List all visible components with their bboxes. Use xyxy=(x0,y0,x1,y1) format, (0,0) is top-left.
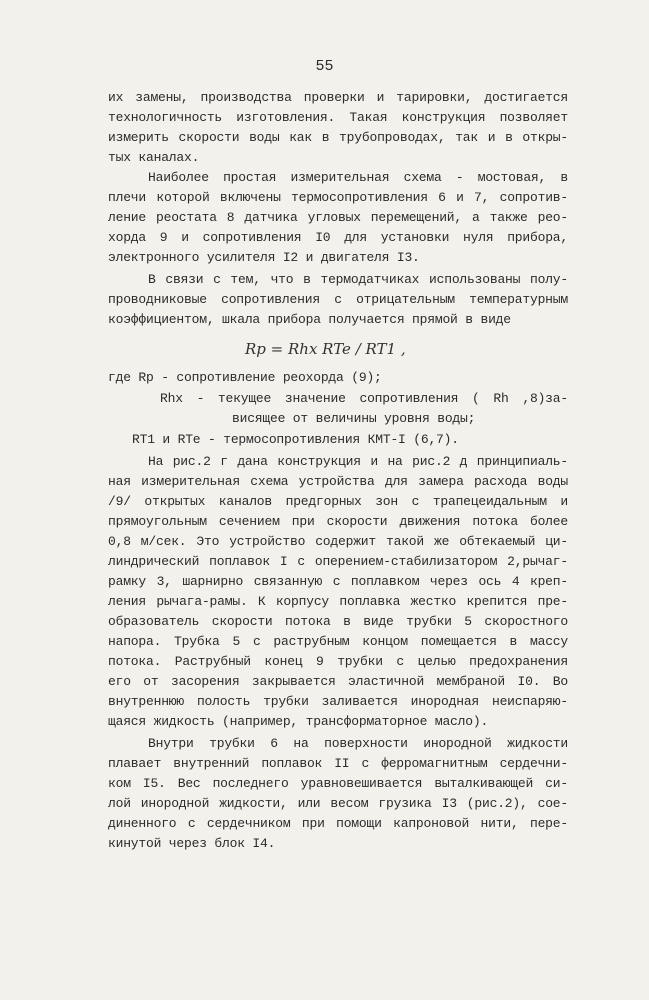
text-line: образователь скорости потока в виде трубки 5 скоростного xyxy=(108,614,568,629)
text-line: /9/ открытых каналов предгорных зон с трапецеидальным и xyxy=(108,494,568,509)
text-line: ком I5. Вес последнего уравновешивается выталкивающей си- xyxy=(108,776,568,791)
text-line: 0,8 м/сек. Это устройство содержит такой же обтекаемый ци- xyxy=(108,534,568,549)
text-line: хорда 9 и сопротивления I0 для установки нуля прибора, xyxy=(108,230,568,245)
text-line: технологичность изготовления. Такая конструкция позволяет xyxy=(108,110,568,125)
text-line: тых каналах. xyxy=(108,150,200,165)
text-line: плавает внутренний поплавок II с ферромагнитным сердечни- xyxy=(108,756,568,771)
text-line: электронного усилителя I2 и двигателя I3. xyxy=(108,250,420,265)
text-line: ная измерительная схема устройства для замера расхода воды xyxy=(108,474,568,489)
text-line: В связи с тем, что в термодатчиках использованы полу- xyxy=(148,272,568,287)
text-line: их замены, производства проверки и тарировки, достигается xyxy=(108,90,568,105)
text-line: плечи которой включены термосопротивления 6 и 7, сопротив- xyxy=(108,190,568,205)
text-line: прямоугольным сечением при скорости движения потока более xyxy=(108,514,568,529)
text-line: проводниковые сопротивления с отрицательным температурным xyxy=(108,292,568,307)
text-line: ление реостата 8 датчика угловых перемещений, а также рео- xyxy=(108,210,568,225)
text-line: его от засорения закрывается эластичной мембраной I0. Во xyxy=(108,674,568,689)
text-line: висящее от величины уровня воды; xyxy=(232,411,476,426)
text-line: RT1 и RTe - термосопротивления КМТ-I (6,7). xyxy=(132,432,459,447)
page-number: 55 xyxy=(315,58,334,75)
text-line: На рис.2 г дана конструкция и на рис.2 д принципиаль- xyxy=(148,454,568,469)
text-line: рамку 3, шарнирно связанную с поплавком через ось 4 креп- xyxy=(108,574,568,589)
text-line: щаяся жидкость (например, трансформаторное масло). xyxy=(108,714,489,729)
text-line: ления рычага-рамы. К корпусу поплавка жестко крепится пре- xyxy=(108,594,568,609)
text-line: Наиболее простая измерительная схема - мостовая, в xyxy=(148,170,568,185)
text-line: где Rp - сопротивление реохорда (9); xyxy=(108,370,382,385)
text-line: внутреннюю полость трубки заливается инородная неиспаряю- xyxy=(108,694,568,709)
text-line: Внутри трубки 6 на поверхности инородной жидкости xyxy=(148,736,568,751)
text-line: коэффициентом, шкала прибора получается прямой в виде xyxy=(108,312,511,327)
text-line: измерить скорости воды как в трубопроводах, так и в откры- xyxy=(108,130,568,145)
text-line: кинутой через блок I4. xyxy=(108,836,276,851)
text-line: диненного с сердечником при помощи капроновой нити, пере- xyxy=(108,816,568,831)
text-line: напора. Трубка 5 с раструбным концом помещается в массу xyxy=(108,634,568,649)
formula: Rp = Rhx RTe / RT1 , xyxy=(245,340,406,358)
text-line: лой инородной жидкости, или весом грузика I3 (рис.2), сое- xyxy=(108,796,568,811)
text-line: потока. Раструбный конец 9 трубки с целью предохранения xyxy=(108,654,568,669)
text-line: линдрический поплавок I с оперением-стабилизатором 2,рычаг- xyxy=(108,554,568,569)
text-line: Rhx - текущее значение сопротивления ( Rh ,8)за- xyxy=(160,391,568,406)
